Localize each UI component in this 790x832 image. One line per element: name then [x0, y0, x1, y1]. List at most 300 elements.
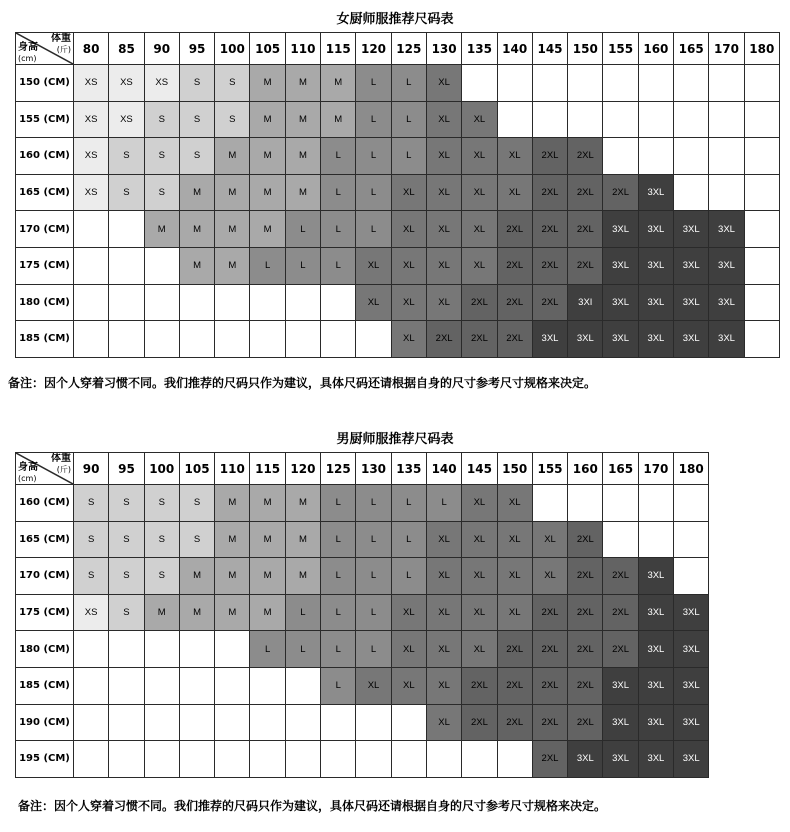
size-cell: [744, 65, 779, 102]
size-cell: [674, 558, 709, 595]
size-cell: 2XL: [568, 558, 603, 595]
size-cell: S: [144, 558, 179, 595]
size-cell: XL: [462, 521, 497, 558]
size-cell: L: [285, 247, 320, 284]
size-cell: [709, 174, 744, 211]
size-cell: [74, 211, 109, 248]
size-cell: [744, 101, 779, 138]
size-cell: XL: [426, 704, 461, 741]
weight-header: 120: [356, 33, 391, 65]
size-cell: XL: [462, 138, 497, 175]
size-cell: XL: [426, 631, 461, 668]
size-cell: [638, 485, 673, 522]
weight-header: 135: [391, 453, 426, 485]
height-header: 180 (CM): [16, 631, 74, 668]
size-cell: XL: [462, 594, 497, 631]
table-row: [16, 558, 709, 595]
size-cell: 3XL: [638, 321, 673, 358]
size-cell: [356, 704, 391, 741]
size-cell: [744, 211, 779, 248]
size-cell: 3XL: [674, 631, 709, 668]
weight-header: 130: [356, 453, 391, 485]
size-cell: [532, 101, 567, 138]
size-cell: S: [179, 101, 214, 138]
size-cell: 3XL: [603, 704, 638, 741]
weight-header: 115: [321, 33, 356, 65]
size-cell: L: [356, 485, 391, 522]
size-cell: [603, 138, 638, 175]
size-cell: [744, 138, 779, 175]
size-cell: XL: [391, 321, 426, 358]
size-cell: L: [391, 65, 426, 102]
size-cell: L: [356, 558, 391, 595]
size-cell: 2XL: [426, 321, 461, 358]
size-cell: XL: [497, 174, 532, 211]
size-cell: 2XL: [497, 667, 532, 704]
size-cell: XS: [74, 101, 109, 138]
men-chart-title: 男厨师服推荐尺码表: [336, 432, 454, 447]
size-cell: M: [215, 521, 250, 558]
size-cell: [603, 101, 638, 138]
size-cell: 3XL: [603, 667, 638, 704]
weight-header: 130: [426, 33, 461, 65]
table-row: [16, 65, 780, 102]
size-cell: [568, 485, 603, 522]
size-cell: 2XL: [532, 741, 567, 778]
size-cell: M: [321, 65, 356, 102]
size-cell: [497, 101, 532, 138]
size-cell: 3XL: [603, 211, 638, 248]
weight-header: 145: [462, 453, 497, 485]
weight-header: 165: [603, 453, 638, 485]
size-cell: [709, 65, 744, 102]
size-cell: [179, 631, 214, 668]
size-cell: [215, 284, 250, 321]
size-cell: [391, 741, 426, 778]
size-cell: XL: [426, 667, 461, 704]
size-cell: 3XL: [674, 284, 709, 321]
size-cell: 3XL: [603, 741, 638, 778]
size-cell: XL: [497, 485, 532, 522]
size-cell: XL: [462, 631, 497, 668]
size-cell: M: [179, 211, 214, 248]
size-cell: L: [321, 247, 356, 284]
size-cell: M: [179, 558, 214, 595]
size-cell: M: [215, 247, 250, 284]
size-cell: M: [250, 101, 285, 138]
weight-header: 110: [215, 453, 250, 485]
size-cell: L: [356, 101, 391, 138]
size-cell: XL: [462, 558, 497, 595]
size-cell: 3XL: [674, 321, 709, 358]
size-cell: 2XL: [497, 321, 532, 358]
height-header: 165 (CM): [16, 174, 74, 211]
size-cell: 2XL: [532, 138, 567, 175]
size-cell: L: [285, 211, 320, 248]
weight-header: 120: [285, 453, 320, 485]
size-cell: XL: [391, 174, 426, 211]
size-cell: L: [250, 631, 285, 668]
size-cell: 2XL: [603, 174, 638, 211]
size-cell: 3XL: [568, 321, 603, 358]
size-cell: [462, 65, 497, 102]
size-cell: [74, 247, 109, 284]
size-cell: [250, 284, 285, 321]
men-corner-header: [16, 453, 74, 485]
size-cell: 3XL: [709, 321, 744, 358]
height-axis-label: 身高 (cm): [18, 462, 38, 483]
table-row: [16, 101, 780, 138]
size-cell: L: [391, 485, 426, 522]
table-row: [16, 667, 709, 704]
size-cell: [321, 704, 356, 741]
size-cell: [744, 321, 779, 358]
size-cell: [638, 138, 673, 175]
size-cell: S: [215, 65, 250, 102]
size-cell: XL: [462, 247, 497, 284]
size-cell: 2XL: [497, 284, 532, 321]
size-cell: [744, 247, 779, 284]
weight-axis-label: 体重 (斤): [51, 453, 71, 474]
weight-header: 155: [603, 33, 638, 65]
size-cell: [638, 101, 673, 138]
women-chart-title: 女厨师服推荐尺码表: [336, 12, 454, 27]
size-cell: [321, 284, 356, 321]
size-cell: 3XL: [638, 667, 673, 704]
size-cell: 3XL: [638, 631, 673, 668]
size-cell: XS: [109, 65, 144, 102]
size-cell: M: [250, 558, 285, 595]
size-cell: XL: [497, 558, 532, 595]
size-cell: L: [356, 138, 391, 175]
size-cell: L: [285, 594, 320, 631]
size-cell: [74, 321, 109, 358]
size-cell: 2XL: [497, 247, 532, 284]
size-cell: S: [144, 485, 179, 522]
size-cell: 3XL: [603, 321, 638, 358]
size-cell: XL: [426, 211, 461, 248]
size-cell: XL: [391, 211, 426, 248]
size-cell: S: [144, 138, 179, 175]
size-cell: [250, 321, 285, 358]
size-cell: L: [321, 594, 356, 631]
size-cell: XL: [391, 284, 426, 321]
size-cell: 3XL: [638, 211, 673, 248]
size-cell: M: [250, 485, 285, 522]
size-cell: XS: [74, 138, 109, 175]
table-row: [16, 211, 780, 248]
size-cell: S: [74, 521, 109, 558]
weight-header: 160: [638, 33, 673, 65]
size-cell: S: [144, 521, 179, 558]
size-cell: [179, 741, 214, 778]
size-cell: [426, 741, 461, 778]
size-cell: [674, 485, 709, 522]
size-cell: 2XL: [497, 211, 532, 248]
size-cell: 2XL: [497, 704, 532, 741]
height-header: 170 (CM): [16, 558, 74, 595]
size-cell: [356, 321, 391, 358]
size-cell: [674, 521, 709, 558]
men-note: 备注：因个人穿着习惯不同。我们推荐的尺码只作为建议，具体尺码还请根据自身的尺寸参考尺寸规格来决定。: [18, 799, 607, 813]
size-cell: L: [356, 65, 391, 102]
size-cell: [74, 284, 109, 321]
size-cell: [285, 741, 320, 778]
size-cell: [109, 741, 144, 778]
women-corner-header: [16, 33, 74, 65]
weight-header: 150: [497, 453, 532, 485]
size-cell: M: [250, 174, 285, 211]
height-axis-label: 身高 (cm): [18, 42, 38, 63]
size-cell: 2XL: [532, 211, 567, 248]
table-row: [16, 631, 709, 668]
size-cell: 2XL: [462, 321, 497, 358]
height-header: 195 (CM): [16, 741, 74, 778]
size-cell: L: [285, 631, 320, 668]
table-row: [16, 594, 709, 631]
size-cell: XL: [426, 138, 461, 175]
size-cell: [74, 667, 109, 704]
height-header: 150 (CM): [16, 65, 74, 102]
size-cell: M: [215, 174, 250, 211]
weight-header: 160: [568, 453, 603, 485]
size-cell: S: [144, 174, 179, 211]
size-cell: [74, 741, 109, 778]
size-cell: [109, 284, 144, 321]
size-cell: XL: [426, 521, 461, 558]
size-cell: XL: [391, 594, 426, 631]
size-cell: [215, 667, 250, 704]
size-cell: 3XL: [638, 284, 673, 321]
size-cell: XL: [356, 247, 391, 284]
size-cell: 3XL: [674, 247, 709, 284]
size-cell: S: [109, 594, 144, 631]
size-cell: 3XL: [674, 594, 709, 631]
size-cell: 3XI: [568, 284, 603, 321]
size-cell: XL: [391, 247, 426, 284]
size-cell: L: [356, 174, 391, 211]
size-cell: 3XL: [674, 741, 709, 778]
size-cell: [497, 65, 532, 102]
size-cell: [638, 521, 673, 558]
height-header: 190 (CM): [16, 704, 74, 741]
size-cell: XL: [426, 284, 461, 321]
size-cell: 2XL: [568, 594, 603, 631]
size-cell: [179, 667, 214, 704]
size-cell: XL: [497, 138, 532, 175]
size-cell: M: [285, 65, 320, 102]
size-cell: M: [179, 247, 214, 284]
size-cell: [285, 704, 320, 741]
size-cell: M: [285, 138, 320, 175]
size-cell: [285, 667, 320, 704]
size-cell: [215, 631, 250, 668]
size-cell: M: [321, 101, 356, 138]
height-header: 180 (CM): [16, 284, 74, 321]
size-cell: L: [321, 558, 356, 595]
size-cell: M: [285, 558, 320, 595]
size-cell: [179, 321, 214, 358]
weight-header: 115: [250, 453, 285, 485]
size-cell: 3XL: [638, 174, 673, 211]
size-cell: [568, 65, 603, 102]
size-cell: M: [250, 594, 285, 631]
size-cell: [674, 101, 709, 138]
weight-header: 155: [532, 453, 567, 485]
weight-header: 140: [426, 453, 461, 485]
size-cell: 3XL: [603, 247, 638, 284]
weight-header: 90: [74, 453, 109, 485]
size-cell: L: [356, 521, 391, 558]
size-cell: 2XL: [568, 211, 603, 248]
size-cell: M: [285, 521, 320, 558]
women-size-table: [15, 32, 780, 358]
size-cell: [109, 704, 144, 741]
size-cell: [109, 211, 144, 248]
size-cell: 3XL: [674, 211, 709, 248]
size-cell: L: [356, 631, 391, 668]
height-header: 160 (CM): [16, 485, 74, 522]
size-cell: M: [215, 558, 250, 595]
size-cell: XL: [462, 211, 497, 248]
height-header: 185 (CM): [16, 667, 74, 704]
height-header: 185 (CM): [16, 321, 74, 358]
size-cell: L: [321, 521, 356, 558]
table-row: [16, 174, 780, 211]
size-cell: [497, 741, 532, 778]
weight-header: 180: [744, 33, 779, 65]
size-cell: 2XL: [603, 558, 638, 595]
size-cell: [709, 138, 744, 175]
height-header: 175 (CM): [16, 247, 74, 284]
size-cell: S: [179, 138, 214, 175]
size-cell: S: [109, 485, 144, 522]
size-cell: M: [285, 485, 320, 522]
size-cell: [532, 485, 567, 522]
size-cell: XL: [391, 667, 426, 704]
table-row: [16, 138, 780, 175]
size-cell: [179, 704, 214, 741]
size-cell: XL: [532, 558, 567, 595]
men-size-table: [15, 452, 709, 778]
weight-header: 105: [179, 453, 214, 485]
size-cell: [603, 65, 638, 102]
size-cell: XL: [426, 558, 461, 595]
size-cell: 2XL: [568, 704, 603, 741]
weight-header: 85: [109, 33, 144, 65]
table-row: [16, 521, 709, 558]
size-cell: XL: [391, 631, 426, 668]
size-cell: 3XL: [709, 284, 744, 321]
size-cell: S: [109, 521, 144, 558]
size-cell: L: [391, 138, 426, 175]
weight-header: 95: [179, 33, 214, 65]
size-cell: [74, 631, 109, 668]
height-header: 165 (CM): [16, 521, 74, 558]
weight-header: 170: [709, 33, 744, 65]
size-cell: L: [321, 485, 356, 522]
size-cell: M: [250, 138, 285, 175]
size-cell: 2XL: [462, 284, 497, 321]
size-cell: XL: [497, 521, 532, 558]
size-cell: 3XL: [603, 284, 638, 321]
weight-header: 125: [391, 33, 426, 65]
size-cell: [391, 704, 426, 741]
size-cell: XL: [462, 485, 497, 522]
size-cell: M: [179, 174, 214, 211]
size-cell: [109, 247, 144, 284]
size-cell: [215, 741, 250, 778]
height-header: 170 (CM): [16, 211, 74, 248]
size-cell: [144, 667, 179, 704]
weight-header: 100: [215, 33, 250, 65]
size-cell: L: [321, 211, 356, 248]
size-cell: [532, 65, 567, 102]
size-cell: L: [391, 101, 426, 138]
weight-header: 95: [109, 453, 144, 485]
table-row: [16, 704, 709, 741]
weight-axis-label: 体重 (斤): [51, 33, 71, 54]
size-cell: L: [356, 211, 391, 248]
weight-header: 135: [462, 33, 497, 65]
size-cell: M: [144, 594, 179, 631]
size-cell: L: [356, 594, 391, 631]
size-cell: S: [74, 558, 109, 595]
size-cell: [744, 284, 779, 321]
size-cell: 3XL: [638, 704, 673, 741]
size-cell: XL: [532, 521, 567, 558]
size-cell: [250, 704, 285, 741]
size-cell: 2XL: [568, 174, 603, 211]
size-cell: XL: [426, 594, 461, 631]
weight-header: 170: [638, 453, 673, 485]
size-cell: [674, 174, 709, 211]
size-cell: [250, 741, 285, 778]
size-cell: 3XL: [638, 247, 673, 284]
size-cell: 3XL: [638, 558, 673, 595]
height-header: 160 (CM): [16, 138, 74, 175]
size-cell: XS: [74, 174, 109, 211]
size-cell: [144, 247, 179, 284]
size-cell: [356, 741, 391, 778]
size-cell: 2XL: [532, 594, 567, 631]
size-cell: [603, 521, 638, 558]
table-row: [16, 741, 709, 778]
weight-header: 150: [568, 33, 603, 65]
size-cell: 3XL: [709, 211, 744, 248]
weight-header: 80: [74, 33, 109, 65]
size-cell: XL: [426, 174, 461, 211]
size-cell: S: [179, 521, 214, 558]
size-cell: 2XL: [462, 667, 497, 704]
size-cell: [674, 138, 709, 175]
weight-header: 100: [144, 453, 179, 485]
size-cell: 3XL: [674, 704, 709, 741]
size-cell: XL: [426, 247, 461, 284]
size-cell: [144, 741, 179, 778]
size-cell: S: [215, 101, 250, 138]
size-cell: S: [179, 65, 214, 102]
size-cell: [744, 174, 779, 211]
weight-header: 180: [674, 453, 709, 485]
size-cell: 2XL: [532, 247, 567, 284]
size-cell: L: [426, 485, 461, 522]
size-cell: [285, 321, 320, 358]
size-cell: [179, 284, 214, 321]
table-row: [16, 247, 780, 284]
size-cell: [109, 631, 144, 668]
size-cell: [321, 741, 356, 778]
